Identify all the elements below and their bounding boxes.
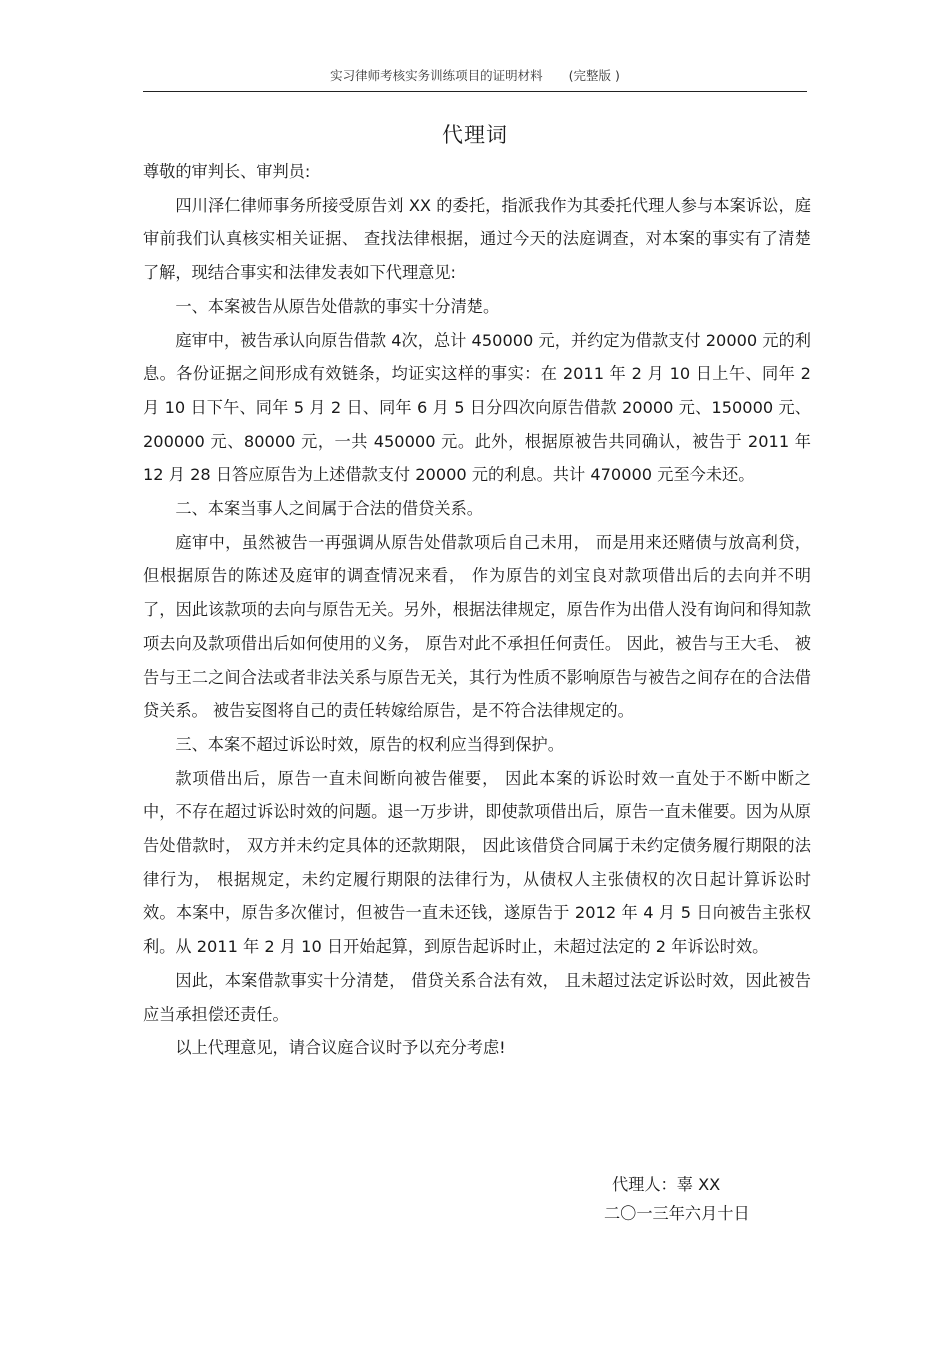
section-2-paragraph: 庭审中，虽然被告一再强调从原告处借款项后自己未用， 而是用来还赌债与放高利贷，但根据原告的陈述及庭审的调查情况来看， 作为原告的刘宝良对款项借出后的去向并不明了，因此该款项的去向与原告无关。另外，根据法律规定，原告作为出借人没有询问和得知款项去向及款项借出后如何使用的义务， 原告对此不承担任何责任。 因此，被告与王大毛、 被告与王二之间合法或者非法关系与原告无关，其行为性质不影响原告与被告之间存在的合法借贷关系。 被告妄图将自己的责任转嫁给原告，是不符合法律规定的。 — [143, 532, 811, 721]
intro-paragraph: 四川泽仁律师事务所接受原告刘 XX 的委托，指派我作为其委托代理人参与本案诉讼，庭审前我们认真核实相关证据、 查找法律根据，通过今天的法庭调查，对本案的事实有了清楚了解，现结合事实和法律发表如下代理意见: — [143, 195, 811, 283]
section-1-paragraph: 庭审中，被告承认向原告借款 4次，总计 450000 元，并约定为借款支付 20000 元的利息。各份证据之间形成有效链条，均证实这样的事实：在 2011 年 2 月 10 日上午、同年 2 月 10 日下午、同年 5 月 2 日、同年 6 月 5 日分四次向原告借款 20000 元、150000 元、200000 元、80000 元，一共 450000 元。此外，根据原被告共同确认，被告于 2011 年 12 月 28 日答应原告为上述借款支付 20000 元的利息。共计 470000 元至今未还。 — [143, 330, 811, 485]
document-body — [143, 155, 811, 1065]
section-heading-2: 二、本案当事人之间属于合法的借贷关系。 — [175, 499, 483, 519]
closing-paragraph: 以上代理意见，请合议庭合议时予以充分考虑! — [175, 1038, 506, 1058]
signature-block — [604, 1170, 750, 1228]
section-heading-1: 一、本案被告从原告处借款的事实十分清楚。 — [175, 296, 500, 316]
conclusion-paragraph: 因此，本案借款事实十分清楚， 借贷关系合法有效， 且未超过法定诉讼时效，因此被告应当承担偿还责任。 — [143, 970, 811, 1024]
document-title: 代理词 — [442, 123, 508, 147]
page-header — [143, 60, 807, 92]
header-edition: (完整版 ) — [568, 68, 620, 83]
signature-date: 二〇一三年六月十日 — [604, 1204, 750, 1223]
agent-signature: 代理人：辜 XX — [612, 1175, 721, 1194]
section-3-paragraph: 款项借出后，原告一直未间断向被告催要， 因此本案的诉讼时效一直处于不断中断之中，不存在超过诉讼时效的问题。退一万步讲，即使款项借出后，原告一直未催要。因为从原告处借款时， 双方并未约定具体的还款期限， 因此该借贷合同属于未约定债务履行期限的法律行为， 根据规定，未约定履行期限的法律行为，从债权人主张债权的次日起计算诉讼时效。本案中，原告多次催讨，但被告一直未还钱，遂原告于 2012 年 4 月 5 日向被告主张权利。从 2011 年 2 月 10 日开始起算，到原告起诉时止，未超过法定的 2 年诉讼时效。 — [143, 768, 811, 957]
section-heading-3: 三、本案不超过诉讼时效，原告的权利应当得到保护。 — [175, 734, 564, 754]
salutation: 尊敬的审判长、审判员: — [143, 162, 311, 181]
header-title: 实习律师考核实务训练项目的证明材料 — [330, 68, 543, 83]
